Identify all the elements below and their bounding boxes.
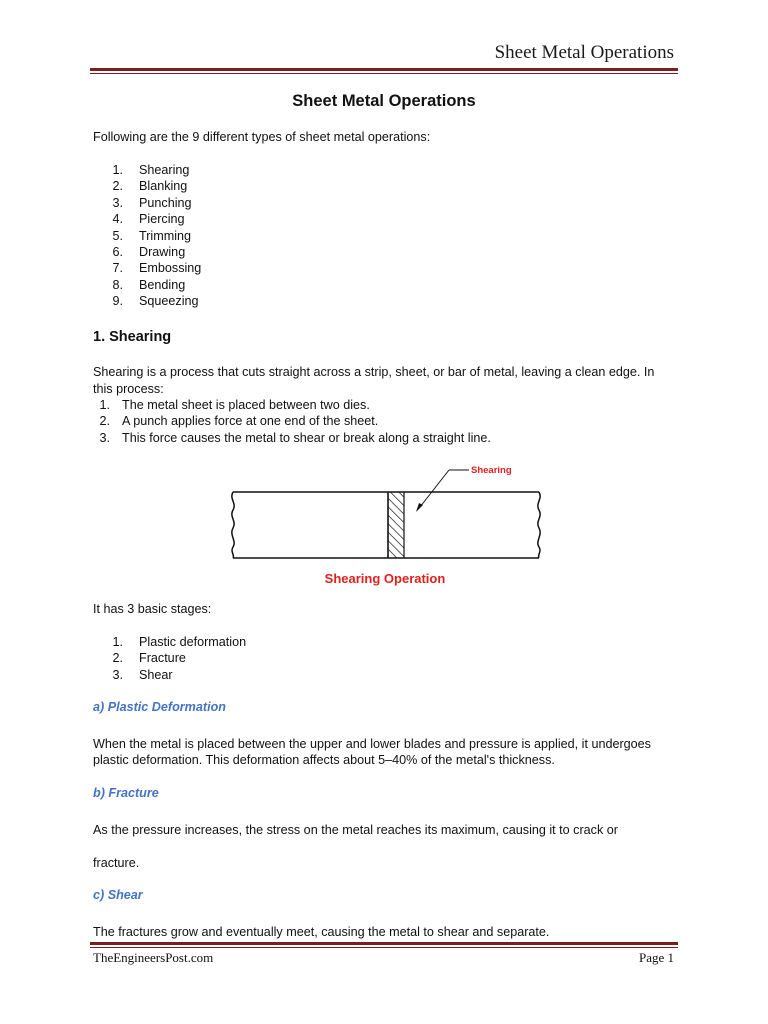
list-label: Drawing <box>139 244 186 259</box>
list-label: Trimming <box>139 228 192 243</box>
subheading-plastic-deformation: a) Plastic Deformation <box>93 700 226 714</box>
shearing-diagram <box>217 455 549 590</box>
list-label: Fracture <box>139 651 186 666</box>
stages-intro: It has 3 basic stages: <box>93 602 212 616</box>
list-label: Shear <box>139 667 173 682</box>
list-label: Embossing <box>139 261 202 276</box>
list-label: A punch applies force at one end of the sheet. <box>122 414 379 429</box>
list-number: 9. <box>112 294 123 309</box>
list-number: 2. <box>112 179 123 194</box>
section-heading-shearing: 1. Shearing <box>93 329 172 345</box>
fracture-line1: As the pressure increases, the stress on the metal reaches its maximum, causing it to crack or <box>93 823 618 837</box>
list-number: 4. <box>112 212 123 227</box>
list-label: Bending <box>139 277 186 292</box>
list-label: Shearing <box>139 163 190 177</box>
list-label: The metal sheet is placed between two dies. <box>122 398 370 412</box>
list-number: 2. <box>112 651 123 666</box>
plastic-deformation-line2: plastic deformation. This deformation affects about 5–40% of the metal's thickness. <box>93 753 555 767</box>
footer-page-number: Page 1 <box>638 950 674 965</box>
header-rule-thin <box>90 73 678 74</box>
shearing-callout <box>416 465 512 512</box>
list-number: 3. <box>112 667 123 682</box>
list-label: This force causes the metal to shear or break along a straight line. <box>122 430 491 445</box>
subheading-fracture: b) Fracture <box>93 786 159 800</box>
list-label: Plastic deformation <box>139 635 247 649</box>
document-title: Sheet Metal Operations <box>292 92 476 110</box>
list-label: Squeezing <box>139 294 199 309</box>
list-number: 7. <box>112 261 123 276</box>
footer-rule <box>90 942 678 945</box>
shearing-operation-figure <box>217 455 549 590</box>
list-number: 2. <box>99 414 110 429</box>
intro-paragraph: Following are the 9 different types of sheet metal operations: <box>93 130 431 144</box>
metal-sheet <box>232 492 540 558</box>
shearing-description-line2: this process: <box>93 382 164 396</box>
footer-rule-thin <box>90 947 678 948</box>
shearing-description-line1: Shearing is a process that cuts straight across a strip, sheet, or bar of metal, leaving a clean edge. In <box>93 365 655 379</box>
figure-caption: Shearing Operation <box>324 571 446 586</box>
list-number: 1. <box>112 635 123 649</box>
fracture-line2: fracture. <box>93 856 140 870</box>
header-rule <box>90 68 678 71</box>
shearing-callout-label: Shearing <box>471 465 512 476</box>
list-number: 3. <box>112 195 123 210</box>
list-number: 6. <box>112 244 123 259</box>
subheading-shear: c) Shear <box>93 888 143 902</box>
footer-site: TheEngineersPost.com <box>93 950 214 965</box>
list-label: Piercing <box>139 212 185 227</box>
list-number: 3. <box>99 430 110 445</box>
running-header-title: Sheet Metal Operations <box>494 42 674 63</box>
list-number: 1. <box>99 398 110 412</box>
list-label: Blanking <box>139 179 188 194</box>
shear-line1: The fractures grow and eventually meet, causing the metal to shear and separate. <box>93 925 550 939</box>
plastic-deformation-line1: When the metal is placed between the upper and lower blades and pressure is applied, it undergoes <box>93 737 651 751</box>
list-number: 8. <box>112 277 123 292</box>
list-number: 5. <box>112 228 123 243</box>
list-label: Punching <box>139 195 192 210</box>
list-number: 1. <box>112 163 123 177</box>
